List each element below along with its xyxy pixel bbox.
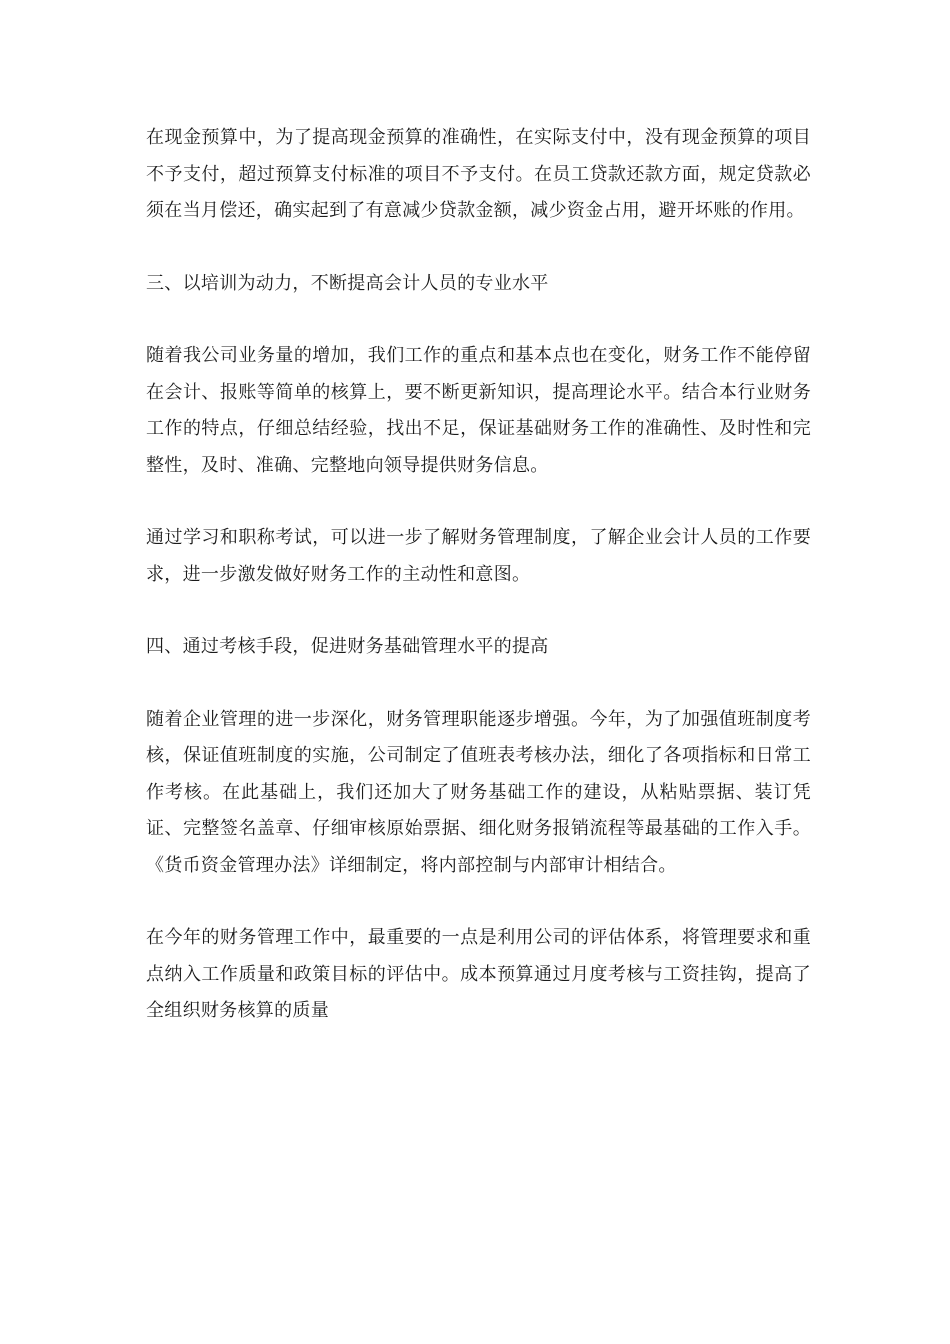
section-heading-assessment: 四、通过考核手段，促进财务基础管理水平的提高 bbox=[146, 636, 549, 657]
paragraph-management-deepening: 随着企业管理的进一步深化，财务管理职能逐步增强。今年，为了加强值班制度考核，保证值班制度的实施，公司制定了值班表考核办法，细化了各项指标和日常工作考核。在此基础上，我们还加大了财务基础工作的建设，从粘贴票据、装订凭证、完整签名盖章、仔细审核原始票据、细化财务报销流程等最基础的工作入手。《货币资金管理办法》详细制定，将内部控制与内部审计相结合。 bbox=[146, 708, 811, 876]
paragraph-business-growth: 随着我公司业务量的增加，我们工作的重点和基本点也在变化，财务工作不能停留在会计、报账等简单的核算上，要不断更新知识，提高理论水平。结合本行业财务工作的特点，仔细总结经验，找出不足，保证基础财务工作的准确性、及时性和完整性，及时、准确、完整地向领导提供财务信息。 bbox=[146, 345, 811, 476]
paragraph-evaluation-system: 在今年的财务管理工作中，最重要的一点是利用公司的评估体系，将管理要求和重点纳入工作质量和政策目标的评估中。成本预算通过月度考核与工资挂钩，提高了全组织财务核算的质量 bbox=[146, 927, 811, 1021]
document-body bbox=[146, 120, 811, 1066]
paragraph-exams: 通过学习和职称考试，可以进一步了解财务管理制度，了解企业会计人员的工作要求，进一步激发做好财务工作的主动性和意图。 bbox=[146, 527, 811, 585]
paragraph-cash-budget: 在现金预算中，为了提高现金预算的准确性，在实际支付中，没有现金预算的项目不予支付，超过预算支付标准的项目不予支付。在员工贷款还款方面，规定贷款必须在当月偿还，确实起到了有意减少贷款金额，减少资金占用，避开坏账的作用。 bbox=[146, 127, 811, 221]
section-heading-training: 三、以培训为动力，不断提高会计人员的专业水平 bbox=[146, 272, 549, 294]
